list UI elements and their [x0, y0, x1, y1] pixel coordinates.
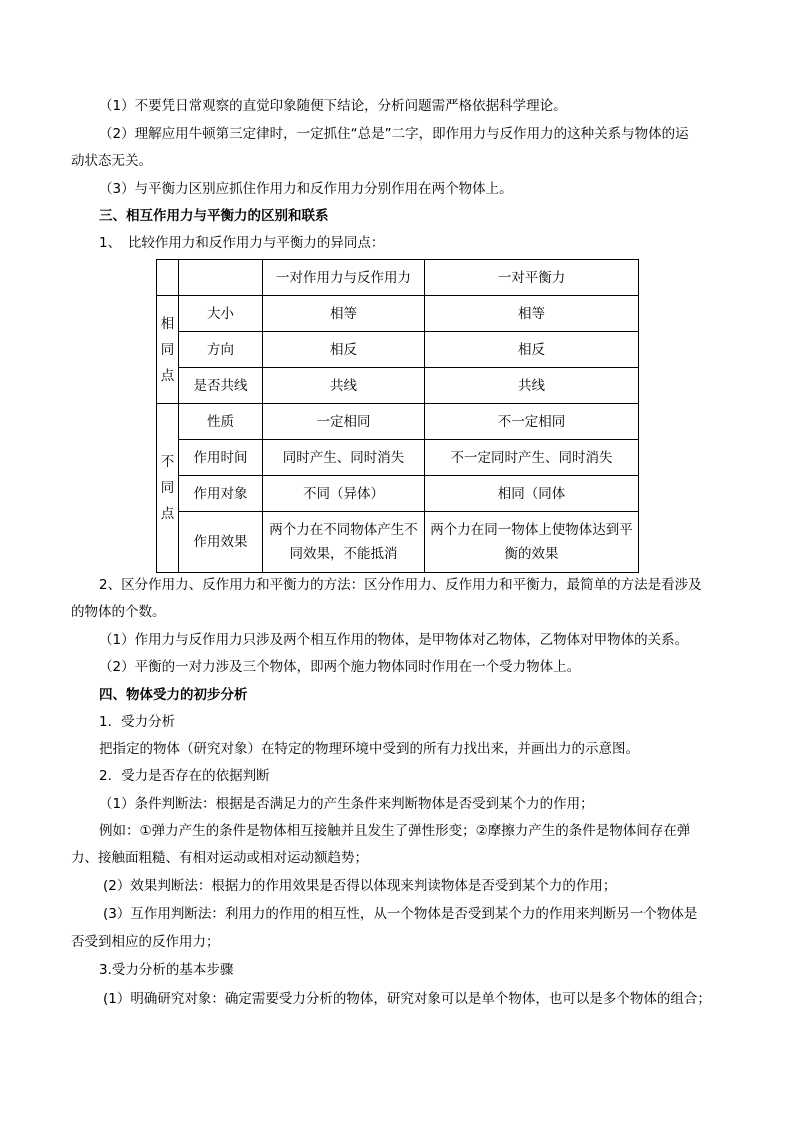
section-4-sub-3-title: 3.受力分析的基本步骤 — [99, 962, 234, 978]
table-cell: 相反 — [425, 332, 639, 368]
table-row — [157, 404, 639, 440]
table-header-row — [157, 260, 639, 296]
row-label: 方向 — [179, 332, 263, 368]
comparison-table — [156, 259, 639, 573]
table-row — [157, 332, 639, 368]
intro-item-3: （3）与平衡力区别应抓住作用力和反作用力分别作用在两个物体上。 — [99, 181, 513, 197]
table-cell: 共线 — [425, 368, 639, 404]
table-header-corner-1 — [157, 260, 179, 296]
row-label: 性质 — [179, 404, 263, 440]
table-row — [157, 476, 639, 512]
section-3-item-2-line-1: 2、区分作用力、反作用力和平衡力的方法：区分作用力、反作用力和平衡力，最简单的方法是看涉及 — [99, 577, 702, 593]
group-label-same: 相 同 点 — [157, 296, 179, 404]
section-3-item-1: 1、 比较作用力和反作用力与平衡力的异同点： — [99, 235, 385, 251]
table-cell: 相等 — [263, 296, 425, 332]
table-header-action-reaction: 一对作用力与反作用力 — [263, 260, 425, 296]
table-cell: 不一定相同 — [425, 404, 639, 440]
table-cell: 两个力在不同物体产生不同效果，不能抵消 — [263, 512, 425, 573]
table-cell: 一定相同 — [263, 404, 425, 440]
table-row — [157, 440, 639, 476]
section-3-item-2-line-2: 的物体的个数。 — [71, 604, 166, 620]
table-cell: 相同（同体 — [425, 476, 639, 512]
row-label: 作用对象 — [179, 476, 263, 512]
intro-item-2-line-1: （2）理解应用牛顿第三定律时，一定抓住“总是”二字，即作用力与反作用力的这种关系与物体的运 — [99, 126, 689, 142]
table-cell: 相反 — [263, 332, 425, 368]
group-label-different: 不 同 点 — [157, 404, 179, 573]
table-row — [157, 368, 639, 404]
table-cell: 相等 — [425, 296, 639, 332]
table-header-corner-2 — [179, 260, 263, 296]
section-4-sub-2-example-line-1: 例如：①弹力产生的条件是物体相互接触并且发生了弹性形变；②摩擦力产生的条件是物体间存在弹 — [99, 823, 691, 839]
section-3-item-2-sub-1: （1）作用力与反作用力只涉及两个相互作用的物体，是甲物体对乙物体，乙物体对甲物体的关系。 — [99, 632, 689, 648]
section-4-sub-2-item-3-line-2: 否受到相应的反作用力； — [71, 934, 220, 950]
section-4-sub-2-item-1: （1）条件判断法：根据是否满足力的产生条件来判断物体是否受到某个力的作用； — [99, 796, 594, 812]
section-4-sub-2-item-2: (2）效果判断法：根据力的作用效果是否得以体现来判读物体是否受到某个力的作用； — [103, 878, 617, 894]
row-label: 是否共线 — [179, 368, 263, 404]
row-label: 作用时间 — [179, 440, 263, 476]
section-4-sub-1-title: 1．受力分析 — [99, 714, 176, 730]
section-4-sub-2-example-line-2: 力、接触面粗糙、有相对运动或相对运动额趋势； — [71, 850, 368, 866]
table-cell: 两个力在同一物体上使物体达到平衡的效果 — [425, 512, 639, 573]
row-label: 大小 — [179, 296, 263, 332]
section-4-sub-1-text: 把指定的物体（研究对象）在特定的物理环境中受到的所有力找出来，并画出力的示意图。 — [99, 741, 639, 757]
table-cell: 不一定同时产生、同时消失 — [425, 440, 639, 476]
section-3-item-2-sub-2: （2）平衡的一对力涉及三个物体，即两个施力物体同时作用在一个受力物体上。 — [99, 659, 581, 675]
section-3-heading: 三、相互作用力与平衡力的区别和联系 — [99, 208, 329, 224]
table-cell: 共线 — [263, 368, 425, 404]
table-cell: 不同（异体） — [263, 476, 425, 512]
table-row — [157, 512, 639, 573]
row-label: 作用效果 — [179, 512, 263, 573]
section-4-sub-3-item-1: (1）明确研究对象：确定需要受力分析的物体，研究对象可以是单个物体，也可以是多个物体的组合； — [103, 991, 711, 1007]
table-row — [157, 296, 639, 332]
section-4-heading: 四、物体受力的初步分析 — [99, 687, 248, 703]
intro-item-2-line-2: 动状态无关。 — [71, 153, 152, 169]
table-header-balanced: 一对平衡力 — [425, 260, 639, 296]
section-4-sub-2-title: 2．受力是否存在的依据判断 — [99, 768, 270, 784]
intro-item-1: （1）不要凭日常观察的直觉印象随便下结论，分析问题需严格依据科学理论。 — [99, 98, 567, 114]
section-4-sub-2-item-3-line-1: (3）互作用判断法：利用力的作用的相互性，从一个物体是否受到某个力的作用来判断另一个物体是 — [103, 906, 698, 922]
table-cell: 同时产生、同时消失 — [263, 440, 425, 476]
